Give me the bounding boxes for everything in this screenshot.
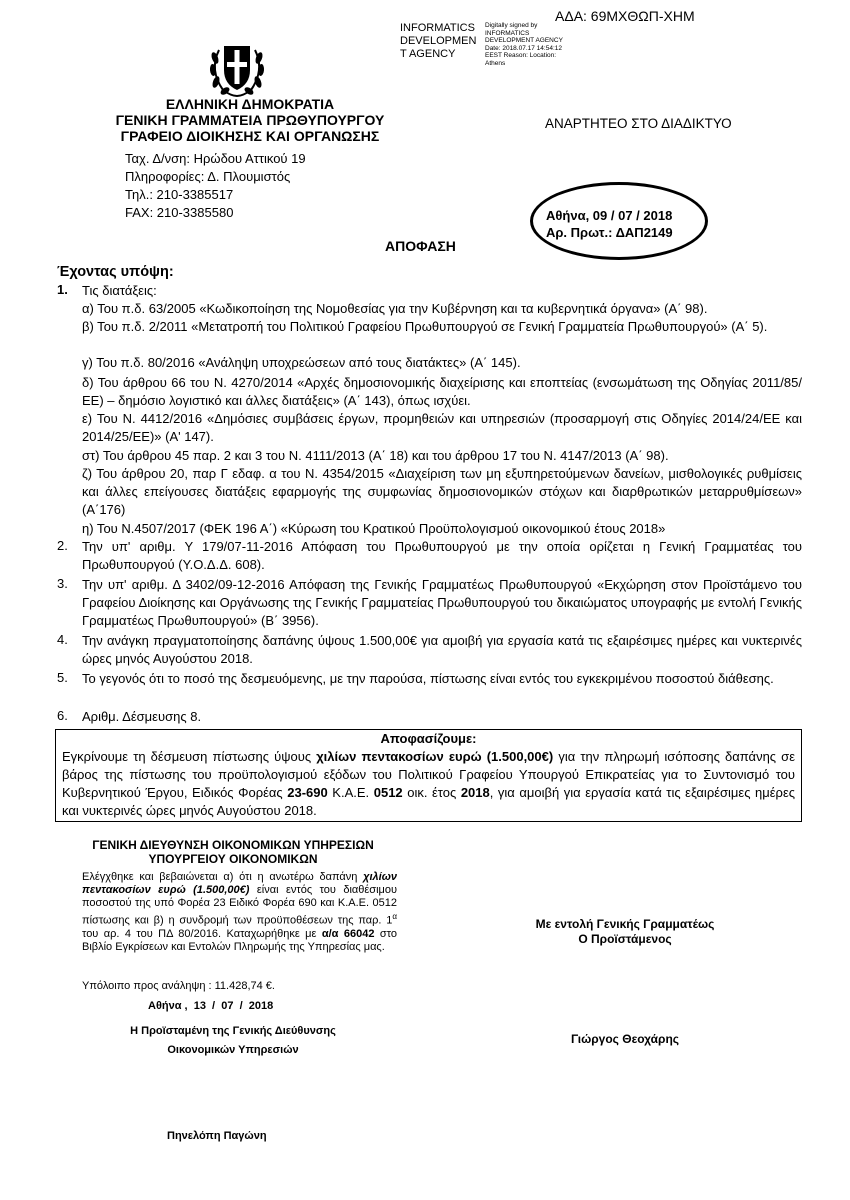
item-2: Την υπ' αριθμ. Υ 179/07-11-2016 Απόφαση του Πρωθυπουργού με την οποία ορίζεται η Γενική Γραμματέας του Πρωθυπουργού (Υ.Ο.Δ.Δ. 608). — [82, 539, 802, 572]
finance-text — [82, 871, 397, 954]
subitem-d: δ) Του άρθρου 66 του Ν. 4270/2014 «Αρχές δημοσιονομικής διαχείρισης και εποπτείας (ενσωμάτωση της Οδηγίας 2011/85/ΕΕ) – δημόσιο λογιστικό και άλλες διατάξεις» (Α΄ 143), όπως ισχύει. — [82, 375, 802, 408]
greek-coat-of-arms-icon — [205, 40, 269, 98]
decide-code-1: 23-690 — [287, 785, 328, 800]
order-signatory — [505, 917, 745, 947]
order-signer-name: Γιώργος Θεοχάρης — [570, 1032, 680, 1046]
finance-title-1: ΓΕΝΙΚΗ ΔΙΕΥΘΥΝΣΗ ΟΙΚΟΝΟΜΙΚΩΝ ΥΠΗΡΕΣΙΩΝ — [92, 838, 374, 852]
decide-text-2: για την πληρωμή ισόποσης δαπάνης σε βάρος της πίστωσης του προϋπολογισμού εξόδων του Πολιτικού Γραφείου Υπουργού Επικρατείας για το Συντονισμό του Κυβερνητικού Έργου, Ειδικός Φορέας — [62, 749, 795, 800]
finance-registration: α/α 66042 — [321, 927, 375, 940]
post-online-label: ΑΝΑΡΤΗΤΕΟ ΣΤΟ ΔΙΑΔΙΚΤΥΟ — [545, 116, 732, 131]
finance-signer-name: Πηνελόπη Παγώνη — [167, 1130, 267, 1142]
item-4: Την ανάγκη πραγματοποίησης δαπάνης ύψους 1.500,00€ για αμοιβή για εργασία κατά τις εξαιρέσιμες ημέρες και νυκτερινές ώρες μηνός Αυγούστου 2018. — [82, 633, 802, 666]
ada-code: ΑΔΑ: 69ΜΧΘΩΠ-ΧΗΜ — [555, 8, 695, 24]
decide-text-1: Εγκρίνουμε τη δέσμευση πίστωσης ύψους — [62, 749, 317, 764]
decide-code-2: 0512 — [373, 785, 403, 800]
finance-text-2: είναι εντός του διαθέσιμου ποσοστού της υπό Φορέα 23 Ειδικό Φορέα 690 και Κ.Α.Ε. 0512 πίστωσης και β) η συνδρομή των προϋποθέσεων της παρ. 1 — [82, 884, 397, 927]
subitem-i: η) Του Ν.4507/2017 (ΦΕΚ 196 Α΄) «Κύρωση του Κρατικού Προϋπολογισμού οικονομικού έτους 2018» — [82, 521, 666, 536]
signature-signer: INFORMATICS DEVELOPMEN T AGENCY — [400, 22, 477, 60]
finance-sign-2: Οικονομικών Υπηρεσιών — [167, 1044, 299, 1056]
finance-date: Αθήνα , 13 / 07 / 2018 — [148, 1000, 274, 1012]
gov-line-2: ΓΕΝΙΚΗ ΓΡΑΜΜΑΤΕΙΑ ΠΡΩΘΥΠΟΥΡΓΟΥ — [115, 112, 385, 128]
item-1-label: Τις διατάξεις: — [82, 283, 157, 298]
decision-title: ΑΠΟΦΑΣΗ — [385, 238, 456, 254]
remaining-balance: Υπόλοιπο προς ανάληψη : 11.428,74 €. — [82, 980, 275, 992]
decide-title: Αποφασίζουμε: — [380, 731, 477, 746]
considering-heading: Έχοντας υπόψη: — [57, 264, 174, 280]
decide-text — [62, 748, 795, 820]
fax: FAX: 210-3385580 — [125, 205, 234, 220]
decide-year: 2018 — [460, 785, 490, 800]
decide-amount: χιλίων πεντακοσίων ευρώ (1.500,00€) — [316, 749, 554, 764]
gov-line-1: ΕΛΛΗΝΙΚΗ ΔΗΜΟΚΡΑΤΙΑ — [165, 96, 335, 112]
item-3: Την υπ' αριθμ. Δ 3402/09-12-2016 Απόφαση της Γενικής Γραμματέως Πρωθυπουργού «Εκχώρηση στον Προϊστάμενο του Γραφείου Διοίκησης και Οργάνωσης της Γενικής Γραμματείας Πρωθυπουργού του δικαιώματος υπογραφής με εντολή Γενικής Γραμματέως Πρωθυπουργού» (Β΄ 3956). — [82, 577, 802, 628]
finance-text-3: του αρ. 4 του ΠΔ 80/2016. Καταχωρήθηκε με — [82, 927, 322, 940]
subitem-z: ζ) Του άρθρου 20, παρ Γ εδαφ. α του Ν. 4354/2015 «Διαχείριση των μη εξυπηρετούμενων δανείων, μισθολογικές ρυθμίσεις και άλλες επείγουσες διατάξεις εφαρμογής της συμφωνίας δημοσιονομικών στόχων και διαρθρωτικών μεταρρυθμίσεων» (Α΄176) — [82, 466, 802, 517]
finance-title-2: ΥΠΟΥΡΓΕΙΟΥ ΟΙΚΟΝΟΜΙΚΩΝ — [148, 852, 318, 866]
decide-text-5: , για αμοιβή για εργασία κατά τις εξαιρέσιμες ημέρες και νυκτερινές ώρες μηνός Αυγούστου 2018. — [62, 785, 796, 818]
decide-text-3: Κ.Α.Ε. — [327, 785, 374, 800]
item-number: 4. — [57, 632, 68, 647]
item-number: 3. — [57, 576, 68, 591]
finance-text-4: στο Βιβλίο Εγκρίσεων και Εντολών Πληρωμής της Υπηρεσίας μας. — [82, 927, 397, 953]
finance-heading — [63, 838, 403, 866]
decide-text-4: οικ. έτος — [402, 785, 461, 800]
document-date: Αθήνα, 09 / 07 / 2018 — [546, 208, 673, 223]
item-number: 1. — [57, 282, 68, 297]
item-number: 2. — [57, 538, 68, 553]
info-contact: Πληροφορίες: Δ. Πλουμιστός — [125, 169, 291, 184]
finance-signatory — [63, 1022, 403, 1060]
subitem-b: β) Του π.δ. 2/2011 «Μετατροπή του Πολιτικού Γραφείου Πρωθυπουργού σε Γενική Γραμματεία Πρωθυπουργού» (Α΄ 5). — [82, 319, 768, 334]
subitem-st: στ) Του άρθρου 45 παρ. 2 και 3 του Ν. 4111/2013 (Α΄ 18) και του άρθρου 17 του Ν. 4147/2013 (Α΄ 98). — [82, 448, 669, 463]
order-line-2: Ο Προϊστάμενος — [578, 932, 672, 946]
phone: Τηλ.: 210-3385517 — [125, 187, 234, 202]
gov-line-3: ΓΡΑΦΕΙΟ ΔΙΟΙΚΗΣΗΣ ΚΑΙ ΟΡΓΑΝΩΣΗΣ — [120, 128, 380, 144]
date-protocol — [546, 207, 673, 241]
subitem-e: ε) Του Ν. 4412/2016 «Δημόσιες συμβάσεις έργων, προμηθειών και υπηρεσιών (προσαρμογή στις Οδηγίες 2014/24/ΕΕ και 2014/25/ΕΕ)» (Α' 147). — [82, 411, 802, 444]
subitem-c: γ) Του π.δ. 80/2016 «Ανάληψη υποχρεώσεων από τους διατάκτες» (Α΄ 145). — [82, 355, 521, 370]
signature-details: Digitally signed by INFORMATICS DEVELOPMENT AGENCY Date: 2018.07.17 14:54:12 EEST Reason: Location: Athens — [485, 22, 563, 67]
finance-amount: χιλίων πεντακοσίων ευρώ (1.500,00€) — [82, 871, 397, 896]
protocol-number: Αρ. Πρωτ.: ΔΑΠ2149 — [546, 225, 673, 240]
order-line-1: Με εντολή Γενικής Γραμματέως — [535, 917, 715, 931]
finance-sign-1: Η Προϊσταμένη της Γενικής Διεύθυνσης — [130, 1025, 336, 1037]
finance-text-1: Ελέγχθηκε και βεβαιώνεται α) ότι η ανωτέρω δαπάνη — [82, 871, 364, 883]
finance-sup: α — [392, 912, 397, 921]
item-5: Το γεγονός ότι το ποσό της δεσμευόμενης, με την παρούσα, πίστωσης είναι εντός του εγκεκριμένου ποσοστού διάθεσης. — [82, 671, 774, 686]
subitem-a: α) Του π.δ. 63/2005 «Κωδικοποίηση της Νομοθεσίας για την Κυβέρνηση και τα κυβερνητικά όργανα» (Α΄ 98). — [82, 301, 708, 316]
contact-block — [125, 150, 306, 222]
government-heading — [40, 96, 460, 144]
item-number: 5. — [57, 670, 68, 685]
item-number: 6. — [57, 708, 68, 723]
address: Ταχ. Δ/νση: Ηρώδου Αττικού 19 — [125, 151, 306, 166]
item-6: Αριθμ. Δέσμευσης 8. — [82, 709, 202, 724]
